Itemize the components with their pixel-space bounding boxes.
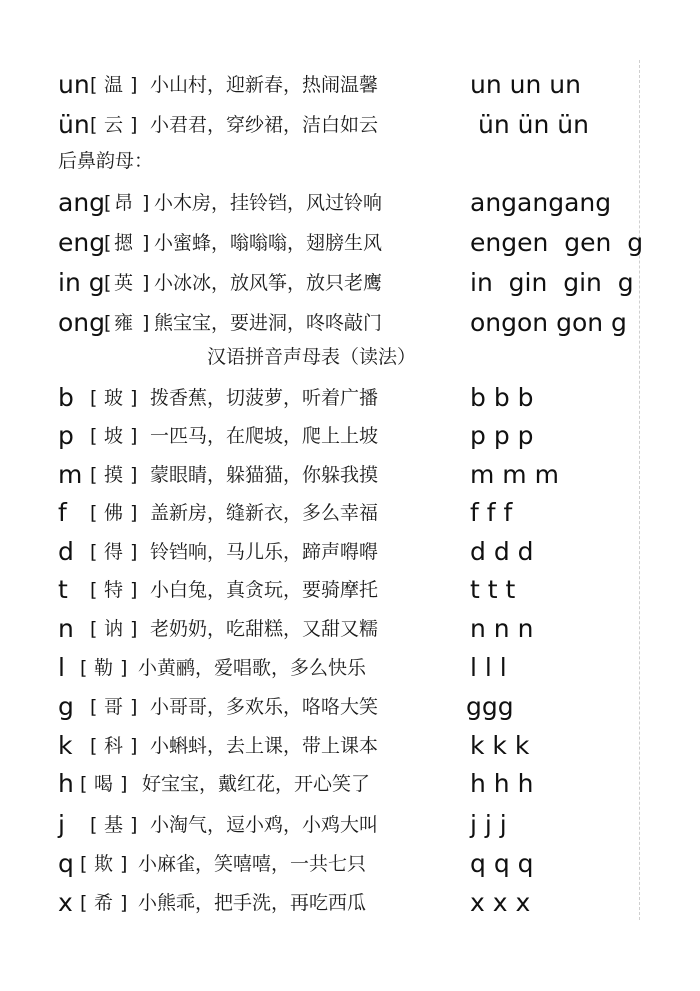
bracket-open: [ xyxy=(90,114,98,136)
rhyme-text: 一匹马，在爬坡，爬上上坡 xyxy=(150,425,379,447)
practice-writing: un un un xyxy=(470,70,581,99)
pinyin-symbol: ün xyxy=(58,110,90,139)
bracket-open: [ xyxy=(80,853,88,875)
bracket-close: ] xyxy=(130,618,138,640)
practice-writing: d d d xyxy=(470,537,534,566)
pinyin-symbol: in g xyxy=(58,268,105,297)
rhyme-text: 小黄鹂，爱唱歌，多么快乐 xyxy=(138,657,367,679)
nasal-row-eng xyxy=(0,224,700,262)
initial-row-m xyxy=(0,456,700,494)
rhyme-text: 蒙眼睛，躲猫猫，你躲我摸 xyxy=(150,464,379,486)
nasal-row-ang xyxy=(0,184,700,222)
pinyin-symbol: j xyxy=(58,810,65,839)
nasal-finals-heading-row xyxy=(0,142,700,180)
bracket-close: ] xyxy=(130,387,138,409)
bracket-close: ] xyxy=(130,814,138,836)
practice-writing: b b b xyxy=(470,383,534,412)
bracket-open: [ xyxy=(90,74,98,96)
initial-row-p xyxy=(0,417,700,455)
example-character: 昂 xyxy=(114,192,134,214)
bracket-close: ] xyxy=(130,696,138,718)
bracket-open: [ xyxy=(104,312,112,334)
example-character: 得 xyxy=(104,541,124,563)
bracket-open: [ xyxy=(90,579,98,601)
bracket-open: [ xyxy=(104,272,112,294)
practice-writing: p p p xyxy=(470,421,534,450)
bracket-close: ] xyxy=(142,312,150,334)
bracket-open: [ xyxy=(80,892,88,914)
example-character: 雍 xyxy=(114,312,134,334)
example-character: 摸 xyxy=(104,464,124,486)
bracket-close: ] xyxy=(130,114,138,136)
initial-row-q xyxy=(0,845,700,883)
example-character: 云 xyxy=(104,114,124,136)
example-character: 喝 xyxy=(94,773,114,795)
example-character: 讷 xyxy=(104,618,124,640)
pinyin-symbol: d xyxy=(58,537,74,566)
practice-writing: engen gen g xyxy=(470,228,644,257)
practice-writing: k k k xyxy=(470,731,530,760)
example-character: 基 xyxy=(104,814,124,836)
example-character: 摁 xyxy=(114,232,134,254)
example-character: 英 xyxy=(114,272,134,294)
initial-row-h xyxy=(0,765,700,803)
rhyme-text: 拨香蕉，切菠萝，听着广播 xyxy=(150,387,379,409)
practice-writing: f f f xyxy=(470,498,513,527)
pinyin-symbol: un xyxy=(58,70,90,99)
rhyme-text: 小淘气，逗小鸡，小鸡大叫 xyxy=(150,814,379,836)
section-heading: 后鼻韵母： xyxy=(58,150,154,172)
bracket-open: [ xyxy=(90,464,98,486)
initial-row-d xyxy=(0,533,700,571)
bracket-open: [ xyxy=(80,773,88,795)
pinyin-symbol: eng xyxy=(58,228,106,257)
pinyin-symbol: x xyxy=(58,888,73,917)
practice-writing: in gin gin g xyxy=(470,268,634,297)
bracket-open: [ xyxy=(90,696,98,718)
nasal-row-ong xyxy=(0,304,700,342)
pinyin-symbol: ong xyxy=(58,308,106,337)
rhyme-text: 小哥哥，多欢乐，咯咯大笑 xyxy=(150,696,379,718)
bracket-close: ] xyxy=(130,541,138,563)
initials-title-row xyxy=(0,338,700,376)
initial-row-k xyxy=(0,727,700,765)
pinyin-symbol: b xyxy=(58,383,74,412)
bracket-open: [ xyxy=(90,541,98,563)
example-character: 特 xyxy=(104,579,124,601)
bracket-close: ] xyxy=(120,773,128,795)
bracket-open: [ xyxy=(90,502,98,524)
rhyme-text: 小蝌蚪，去上课，带上课本 xyxy=(150,735,379,757)
example-character: 佛 xyxy=(104,502,124,524)
bracket-close: ] xyxy=(130,579,138,601)
practice-writing: ün ün ün xyxy=(478,110,589,139)
initial-row-g xyxy=(0,688,700,726)
initial-row-j xyxy=(0,806,700,844)
rhyme-text: 小君君，穿纱裙，洁白如云 xyxy=(150,114,379,136)
bracket-open: [ xyxy=(90,425,98,447)
pinyin-symbol: p xyxy=(58,421,74,450)
example-character: 勒 xyxy=(94,657,114,679)
practice-writing: t t t xyxy=(470,575,516,604)
initial-row-b xyxy=(0,379,700,417)
pinyin-symbol: n xyxy=(58,614,74,643)
rhyme-text: 小山村，迎新春，热闹温馨 xyxy=(150,74,379,96)
initial-row-n xyxy=(0,610,700,648)
example-character: 欺 xyxy=(94,853,114,875)
bracket-close: ] xyxy=(130,502,138,524)
pinyin-symbol: m xyxy=(58,460,83,489)
rhyme-text: 小木房，挂铃铛，风过铃响 xyxy=(154,192,383,214)
pinyin-symbol: k xyxy=(58,731,73,760)
initial-row-t xyxy=(0,571,700,609)
practice-writing: ongon gon g xyxy=(470,308,627,337)
bracket-open: [ xyxy=(80,657,88,679)
practice-writing: angangang xyxy=(470,188,612,217)
rhyme-text: 熊宝宝，要进洞，咚咚敲门 xyxy=(154,312,383,334)
initial-row-x xyxy=(0,884,700,922)
pinyin-symbol: q xyxy=(58,849,74,878)
practice-writing: m m m xyxy=(470,460,559,489)
practice-writing: n n n xyxy=(470,614,534,643)
bracket-close: ] xyxy=(130,425,138,447)
practice-writing: ggg xyxy=(466,692,514,721)
rhyme-text: 小蜜蜂，嗡嗡嗡，翅膀生风 xyxy=(154,232,383,254)
bracket-close: ] xyxy=(142,192,150,214)
example-character: 希 xyxy=(94,892,114,914)
bracket-close: ] xyxy=(120,657,128,679)
section-title: 汉语拼音声母表（读法） xyxy=(207,346,417,368)
practice-writing: j j j xyxy=(470,810,507,839)
pinyin-symbol: g xyxy=(58,692,74,721)
bracket-close: ] xyxy=(130,735,138,757)
rhyme-text: 小麻雀，笑嘻嘻，一共七只 xyxy=(138,853,367,875)
pinyin-symbol: f xyxy=(58,498,67,527)
bracket-close: ] xyxy=(142,232,150,254)
rhyme-text: 老奶奶，吃甜糕，又甜又糯 xyxy=(150,618,379,640)
initial-row-f xyxy=(0,494,700,532)
rhyme-text: 铃铛响，马儿乐，蹄声嘚嘚 xyxy=(150,541,379,563)
nasal-row-ing xyxy=(0,264,700,302)
bracket-close: ] xyxy=(130,74,138,96)
pinyin-symbol: ang xyxy=(58,188,106,217)
bracket-open: [ xyxy=(90,814,98,836)
pinyin-symbol: t xyxy=(58,575,68,604)
bracket-open: [ xyxy=(104,192,112,214)
pinyin-symbol: h xyxy=(58,769,74,798)
practice-writing: x x x xyxy=(470,888,531,917)
example-character: 科 xyxy=(104,735,124,757)
final-row-un-umlaut xyxy=(0,106,700,144)
final-row-un xyxy=(0,66,700,104)
bracket-close: ] xyxy=(142,272,150,294)
bracket-close: ] xyxy=(120,853,128,875)
example-character: 哥 xyxy=(104,696,124,718)
practice-writing: h h h xyxy=(470,769,534,798)
example-character: 玻 xyxy=(104,387,124,409)
example-character: 温 xyxy=(104,74,124,96)
rhyme-text: 盖新房，缝新衣，多么幸福 xyxy=(150,502,379,524)
bracket-open: [ xyxy=(90,387,98,409)
bracket-open: [ xyxy=(104,232,112,254)
bracket-open: [ xyxy=(90,735,98,757)
rhyme-text: 小白兔，真贪玩，要骑摩托 xyxy=(150,579,379,601)
bracket-close: ] xyxy=(120,892,128,914)
example-character: 坡 xyxy=(104,425,124,447)
initial-row-l xyxy=(0,649,700,687)
practice-writing: l l l xyxy=(470,653,507,682)
rhyme-text: 好宝宝，戴红花，开心笑了 xyxy=(142,773,371,795)
bracket-close: ] xyxy=(130,464,138,486)
rhyme-text: 小熊乖，把手洗，再吃西瓜 xyxy=(138,892,367,914)
practice-writing: q q q xyxy=(470,849,534,878)
bracket-open: [ xyxy=(90,618,98,640)
pinyin-symbol: l xyxy=(58,653,65,682)
rhyme-text: 小冰冰，放风筝，放只老鹰 xyxy=(154,272,383,294)
